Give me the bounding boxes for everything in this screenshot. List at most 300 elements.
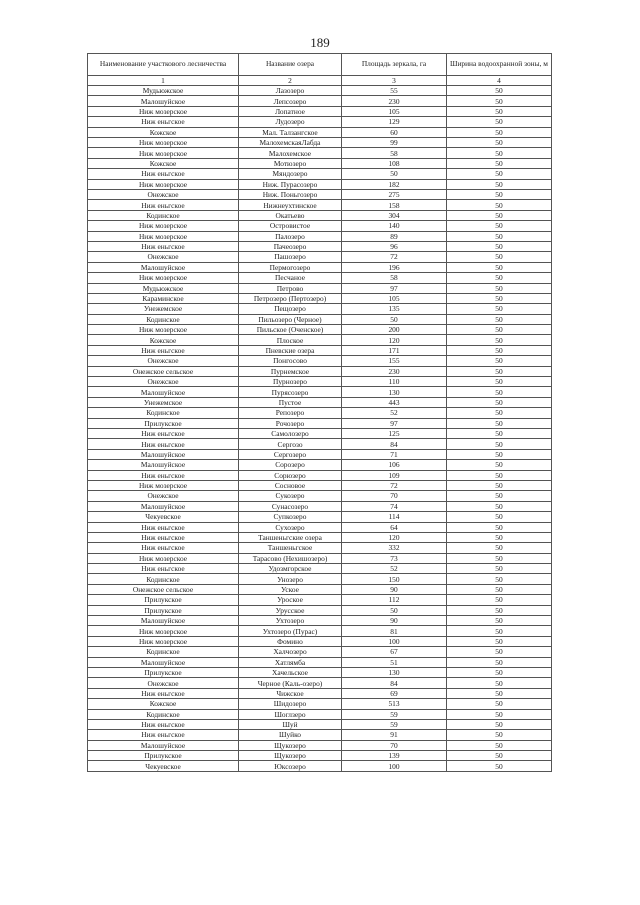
area-cell: 64	[342, 522, 447, 532]
zone-cell: 50	[447, 231, 552, 241]
area-cell: 73	[342, 553, 447, 563]
zone-cell: 50	[447, 408, 552, 418]
table-row	[88, 200, 552, 210]
table-row	[88, 356, 552, 366]
forestry-cell: Онежское сельское	[88, 366, 239, 376]
lake-cell: Сухозеро	[239, 522, 342, 532]
forestry-cell: Караминское	[88, 293, 239, 303]
forestry-cell: Чекуевское	[88, 761, 239, 771]
forestry-cell: Онежское	[88, 377, 239, 387]
lake-cell: Островистое	[239, 221, 342, 231]
table-row	[88, 221, 552, 231]
forestry-cell: Ниж мозерское	[88, 636, 239, 646]
area-cell: 139	[342, 751, 447, 761]
zone-cell: 50	[447, 283, 552, 293]
forestry-cell: Малошуйское	[88, 96, 239, 106]
forestry-cell: Малошуйское	[88, 449, 239, 459]
forestry-cell: Ниж еньгское	[88, 532, 239, 542]
forestry-cell: Малошуйское	[88, 657, 239, 667]
lake-cell: Малохемское	[239, 148, 342, 158]
zone-cell: 50	[447, 190, 552, 200]
zone-cell: 50	[447, 96, 552, 106]
table-row	[88, 460, 552, 470]
area-cell: 59	[342, 719, 447, 729]
header-zone: Ширина водоохранной зоны, м	[447, 54, 552, 76]
forestry-cell: Малошуйское	[88, 501, 239, 511]
forestry-cell: Прилукское	[88, 667, 239, 677]
table-row	[88, 179, 552, 189]
lake-cell: Урусское	[239, 605, 342, 615]
area-cell: 97	[342, 418, 447, 428]
table-row	[88, 127, 552, 137]
lake-cell: Пашозеро	[239, 252, 342, 262]
lake-cell: Сунасозеро	[239, 501, 342, 511]
area-cell: 106	[342, 460, 447, 470]
forestry-cell: Унежемское	[88, 397, 239, 407]
forestry-cell: Кожское	[88, 127, 239, 137]
lake-cell: Пермогозеро	[239, 262, 342, 272]
table-row	[88, 605, 552, 615]
table-row	[88, 210, 552, 220]
lake-cell: Мотюзеро	[239, 158, 342, 168]
area-cell: 99	[342, 138, 447, 148]
table-row	[88, 470, 552, 480]
table-row	[88, 449, 552, 459]
lake-cell: Лепсозеро	[239, 96, 342, 106]
zone-cell: 50	[447, 480, 552, 490]
forestry-cell: Прилукское	[88, 595, 239, 605]
area-cell: 69	[342, 688, 447, 698]
zone-cell: 50	[447, 273, 552, 283]
area-cell: 150	[342, 574, 447, 584]
forestry-cell: Мудьюжское	[88, 86, 239, 96]
forestry-cell: Малошуйское	[88, 262, 239, 272]
zone-cell: 50	[447, 377, 552, 387]
area-cell: 105	[342, 293, 447, 303]
lake-cell: Чижское	[239, 688, 342, 698]
table-row	[88, 314, 552, 324]
table-row	[88, 584, 552, 594]
column-number: 1	[88, 76, 239, 86]
zone-cell: 50	[447, 418, 552, 428]
zone-cell: 50	[447, 356, 552, 366]
lake-cell: Шоглзеро	[239, 709, 342, 719]
zone-cell: 50	[447, 148, 552, 158]
table-row	[88, 688, 552, 698]
zone-cell: 50	[447, 678, 552, 688]
area-cell: 50	[342, 605, 447, 615]
lake-cell: Ухтозеро	[239, 616, 342, 626]
table-row	[88, 345, 552, 355]
zone-cell: 50	[447, 304, 552, 314]
zone-cell: 50	[447, 730, 552, 740]
zone-cell: 50	[447, 751, 552, 761]
lake-cell: Нижнеухтинское	[239, 200, 342, 210]
zone-cell: 50	[447, 512, 552, 522]
area-cell: 89	[342, 231, 447, 241]
column-number: 4	[447, 76, 552, 86]
area-cell: 120	[342, 335, 447, 345]
forestry-cell: Кожское	[88, 699, 239, 709]
zone-cell: 50	[447, 387, 552, 397]
table-row	[88, 657, 552, 667]
column-number: 2	[239, 76, 342, 86]
lake-cell: Рочозеро	[239, 418, 342, 428]
forestry-cell: Ниж мозерское	[88, 179, 239, 189]
lake-cell: Шидозеро	[239, 699, 342, 709]
lake-cell: Уроское	[239, 595, 342, 605]
area-cell: 50	[342, 169, 447, 179]
forestry-cell: Прилукское	[88, 605, 239, 615]
zone-cell: 50	[447, 719, 552, 729]
area-cell: 140	[342, 221, 447, 231]
forestry-cell: Ниж еньгское	[88, 439, 239, 449]
area-cell: 52	[342, 408, 447, 418]
table-row	[88, 574, 552, 584]
lake-cell: Пещозеро	[239, 304, 342, 314]
table-row	[88, 148, 552, 158]
area-cell: 97	[342, 283, 447, 293]
area-cell: 71	[342, 449, 447, 459]
forestry-cell: Ниж еньгское	[88, 719, 239, 729]
lakes-table	[87, 53, 552, 772]
lake-cell: Лазозеро	[239, 86, 342, 96]
forestry-cell: Прилукское	[88, 751, 239, 761]
lake-cell: Пурясозеро	[239, 387, 342, 397]
zone-cell: 50	[447, 543, 552, 553]
area-cell: 114	[342, 512, 447, 522]
table-row	[88, 543, 552, 553]
forestry-cell: Онежское	[88, 678, 239, 688]
area-cell: 91	[342, 730, 447, 740]
forestry-cell: Кодинское	[88, 314, 239, 324]
zone-cell: 50	[447, 491, 552, 501]
lake-cell: Таншеньгское	[239, 543, 342, 553]
zone-cell: 50	[447, 397, 552, 407]
area-cell: 125	[342, 428, 447, 438]
table-row	[88, 647, 552, 657]
forestry-cell: Ниж мозерское	[88, 273, 239, 283]
zone-cell: 50	[447, 262, 552, 272]
forestry-cell: Унежемское	[88, 304, 239, 314]
area-cell: 196	[342, 262, 447, 272]
forestry-cell: Кодинское	[88, 210, 239, 220]
lake-cell: Плоское	[239, 335, 342, 345]
lake-cell: Уское	[239, 584, 342, 594]
zone-cell: 50	[447, 532, 552, 542]
header-row	[88, 54, 552, 76]
table-row	[88, 117, 552, 127]
lake-cell: Удозмгорское	[239, 564, 342, 574]
table-row	[88, 616, 552, 626]
table-row	[88, 273, 552, 283]
zone-cell: 50	[447, 127, 552, 137]
table-row	[88, 595, 552, 605]
lake-cell: Пильское (Оченское)	[239, 325, 342, 335]
forestry-cell: Мудьюжское	[88, 283, 239, 293]
zone-cell: 50	[447, 200, 552, 210]
header-lake: Название озера	[239, 54, 342, 76]
forestry-cell: Ниж еньгское	[88, 470, 239, 480]
table-row	[88, 761, 552, 771]
table-row	[88, 293, 552, 303]
zone-cell: 50	[447, 595, 552, 605]
table-row	[88, 96, 552, 106]
lake-cell: Халчозеро	[239, 647, 342, 657]
lake-cell: МалохемскаяЛабда	[239, 138, 342, 148]
zone-cell: 50	[447, 460, 552, 470]
table-row	[88, 751, 552, 761]
header-area: Площадь зеркала, га	[342, 54, 447, 76]
zone-cell: 50	[447, 449, 552, 459]
area-cell: 60	[342, 127, 447, 137]
area-cell: 110	[342, 377, 447, 387]
forestry-cell: Ниж мозерское	[88, 480, 239, 490]
table-header	[88, 54, 552, 86]
lake-cell: Пустое	[239, 397, 342, 407]
table-row	[88, 522, 552, 532]
area-cell: 50	[342, 314, 447, 324]
table-row	[88, 480, 552, 490]
table-row	[88, 262, 552, 272]
lake-cell: Палозеро	[239, 231, 342, 241]
table-row	[88, 252, 552, 262]
area-cell: 90	[342, 616, 447, 626]
lake-cell: Пильозеро (Черное)	[239, 314, 342, 324]
area-cell: 230	[342, 96, 447, 106]
table-row	[88, 719, 552, 729]
table-row	[88, 241, 552, 251]
forestry-cell: Онежское	[88, 190, 239, 200]
table-row	[88, 418, 552, 428]
forestry-cell: Онежское	[88, 356, 239, 366]
table-row	[88, 678, 552, 688]
area-cell: 171	[342, 345, 447, 355]
zone-cell: 50	[447, 564, 552, 574]
zone-cell: 50	[447, 574, 552, 584]
lake-cell: Мал. Талзангское	[239, 127, 342, 137]
area-cell: 55	[342, 86, 447, 96]
table-row	[88, 428, 552, 438]
table-body	[88, 86, 552, 772]
lake-cell: Унозеро	[239, 574, 342, 584]
forestry-cell: Кодинское	[88, 709, 239, 719]
forestry-cell: Ниж мозерское	[88, 553, 239, 563]
area-cell: 67	[342, 647, 447, 657]
area-cell: 72	[342, 252, 447, 262]
area-cell: 112	[342, 595, 447, 605]
lake-cell: Окатьево	[239, 210, 342, 220]
zone-cell: 50	[447, 428, 552, 438]
lake-cell: Репозеро	[239, 408, 342, 418]
table-row	[88, 699, 552, 709]
table-row	[88, 377, 552, 387]
area-cell: 90	[342, 584, 447, 594]
forestry-cell: Малошуйское	[88, 740, 239, 750]
zone-cell: 50	[447, 241, 552, 251]
area-cell: 81	[342, 626, 447, 636]
zone-cell: 50	[447, 740, 552, 750]
table-row	[88, 335, 552, 345]
area-cell: 332	[342, 543, 447, 553]
lake-cell: Пурнозеро	[239, 377, 342, 387]
zone-cell: 50	[447, 616, 552, 626]
area-cell: 100	[342, 761, 447, 771]
forestry-cell: Ниж еньгское	[88, 345, 239, 355]
forestry-cell: Ниж мозерское	[88, 626, 239, 636]
area-cell: 182	[342, 179, 447, 189]
table-row	[88, 231, 552, 241]
lake-cell: Хачельское	[239, 667, 342, 677]
area-cell: 120	[342, 532, 447, 542]
area-cell: 72	[342, 480, 447, 490]
forestry-cell: Кожское	[88, 335, 239, 345]
lake-cell: Хатлямба	[239, 657, 342, 667]
lake-cell: Пачеозеро	[239, 241, 342, 251]
forestry-cell: Малошуйское	[88, 387, 239, 397]
table-row	[88, 439, 552, 449]
table-row	[88, 512, 552, 522]
lake-cell: Самолозеро	[239, 428, 342, 438]
zone-cell: 50	[447, 657, 552, 667]
zone-cell: 50	[447, 86, 552, 96]
forestry-cell: Ниж мозерское	[88, 221, 239, 231]
lake-cell: Ниж. Пурасозеро	[239, 179, 342, 189]
zone-cell: 50	[447, 345, 552, 355]
lake-cell: Песчаное	[239, 273, 342, 283]
table-row	[88, 387, 552, 397]
zone-cell: 50	[447, 335, 552, 345]
zone-cell: 50	[447, 709, 552, 719]
lake-cell: Лудозеро	[239, 117, 342, 127]
area-cell: 96	[342, 241, 447, 251]
lake-cell: Петрово	[239, 283, 342, 293]
lake-cell: Черное (Каль-озеро)	[239, 678, 342, 688]
zone-cell: 50	[447, 688, 552, 698]
zone-cell: 50	[447, 293, 552, 303]
header-forestry: Наименование участкового лесничества	[88, 54, 239, 76]
forestry-cell: Ниж еньгское	[88, 200, 239, 210]
zone-cell: 50	[447, 169, 552, 179]
table-row	[88, 138, 552, 148]
table-row	[88, 190, 552, 200]
area-cell: 51	[342, 657, 447, 667]
table-row	[88, 667, 552, 677]
table-row	[88, 408, 552, 418]
zone-cell: 50	[447, 699, 552, 709]
forestry-cell: Онежское сельское	[88, 584, 239, 594]
forestry-cell: Ниж мозерское	[88, 138, 239, 148]
area-cell: 70	[342, 740, 447, 750]
area-cell: 130	[342, 667, 447, 677]
area-cell: 84	[342, 439, 447, 449]
zone-cell: 50	[447, 522, 552, 532]
forestry-cell: Кодинское	[88, 408, 239, 418]
lake-cell: Супкозеро	[239, 512, 342, 522]
zone-cell: 50	[447, 501, 552, 511]
table-row	[88, 553, 552, 563]
forestry-cell: Ниж мозерское	[88, 325, 239, 335]
lake-cell: Пневские озера	[239, 345, 342, 355]
area-cell: 130	[342, 387, 447, 397]
area-cell: 155	[342, 356, 447, 366]
table-row	[88, 304, 552, 314]
table-row	[88, 636, 552, 646]
zone-cell: 50	[447, 252, 552, 262]
area-cell: 52	[342, 564, 447, 574]
forestry-cell: Ниж еньгское	[88, 169, 239, 179]
zone-cell: 50	[447, 605, 552, 615]
area-cell: 275	[342, 190, 447, 200]
table-row	[88, 366, 552, 376]
area-cell: 105	[342, 106, 447, 116]
forestry-cell: Онежское	[88, 491, 239, 501]
forestry-cell: Ниж еньгское	[88, 241, 239, 251]
page-number: 189	[310, 35, 330, 50]
area-cell: 74	[342, 501, 447, 511]
forestry-cell: Ниж мозерское	[88, 106, 239, 116]
lake-cell: Пурнемское	[239, 366, 342, 376]
area-cell: 84	[342, 678, 447, 688]
forestry-cell: Ниж еньгское	[88, 688, 239, 698]
area-cell: 100	[342, 636, 447, 646]
area-cell: 135	[342, 304, 447, 314]
lake-cell: Ниж. Поньгозеро	[239, 190, 342, 200]
lake-cell: Сорозеро	[239, 460, 342, 470]
forestry-cell: Ниж еньгское	[88, 117, 239, 127]
lake-cell: Сукозеро	[239, 491, 342, 501]
forestry-cell: Кодинское	[88, 647, 239, 657]
zone-cell: 50	[447, 325, 552, 335]
area-cell: 304	[342, 210, 447, 220]
forestry-cell: Чекуевское	[88, 512, 239, 522]
column-number: 3	[342, 76, 447, 86]
lake-cell: Петрозеро (Пертозеро)	[239, 293, 342, 303]
zone-cell: 50	[447, 106, 552, 116]
area-cell: 158	[342, 200, 447, 210]
table-row	[88, 283, 552, 293]
forestry-cell: Ниж мозерское	[88, 231, 239, 241]
zone-cell: 50	[447, 667, 552, 677]
lake-cell: Щукозеро	[239, 740, 342, 750]
table-row	[88, 501, 552, 511]
zone-cell: 50	[447, 553, 552, 563]
zone-cell: 50	[447, 584, 552, 594]
forestry-cell: Онежское	[88, 252, 239, 262]
zone-cell: 50	[447, 221, 552, 231]
lake-cell: Ухтозеро (Пурас)	[239, 626, 342, 636]
lake-cell: Шуйко	[239, 730, 342, 740]
zone-cell: 50	[447, 439, 552, 449]
table-row	[88, 86, 552, 96]
area-cell: 59	[342, 709, 447, 719]
zone-cell: 50	[447, 647, 552, 657]
lake-cell: Сергозо	[239, 439, 342, 449]
table-row	[88, 626, 552, 636]
zone-cell: 50	[447, 210, 552, 220]
forestry-cell: Ниж мозерское	[88, 148, 239, 158]
lake-cell: Сорюзеро	[239, 470, 342, 480]
table-row	[88, 397, 552, 407]
area-cell: 108	[342, 158, 447, 168]
lake-cell: Щукозеро	[239, 751, 342, 761]
forestry-cell: Малошуйское	[88, 616, 239, 626]
lake-cell: Таншеньгские озера	[239, 532, 342, 542]
area-cell: 200	[342, 325, 447, 335]
lake-cell: Сосновое	[239, 480, 342, 490]
lake-cell: Шуй	[239, 719, 342, 729]
forestry-cell: Ниж еньгское	[88, 428, 239, 438]
